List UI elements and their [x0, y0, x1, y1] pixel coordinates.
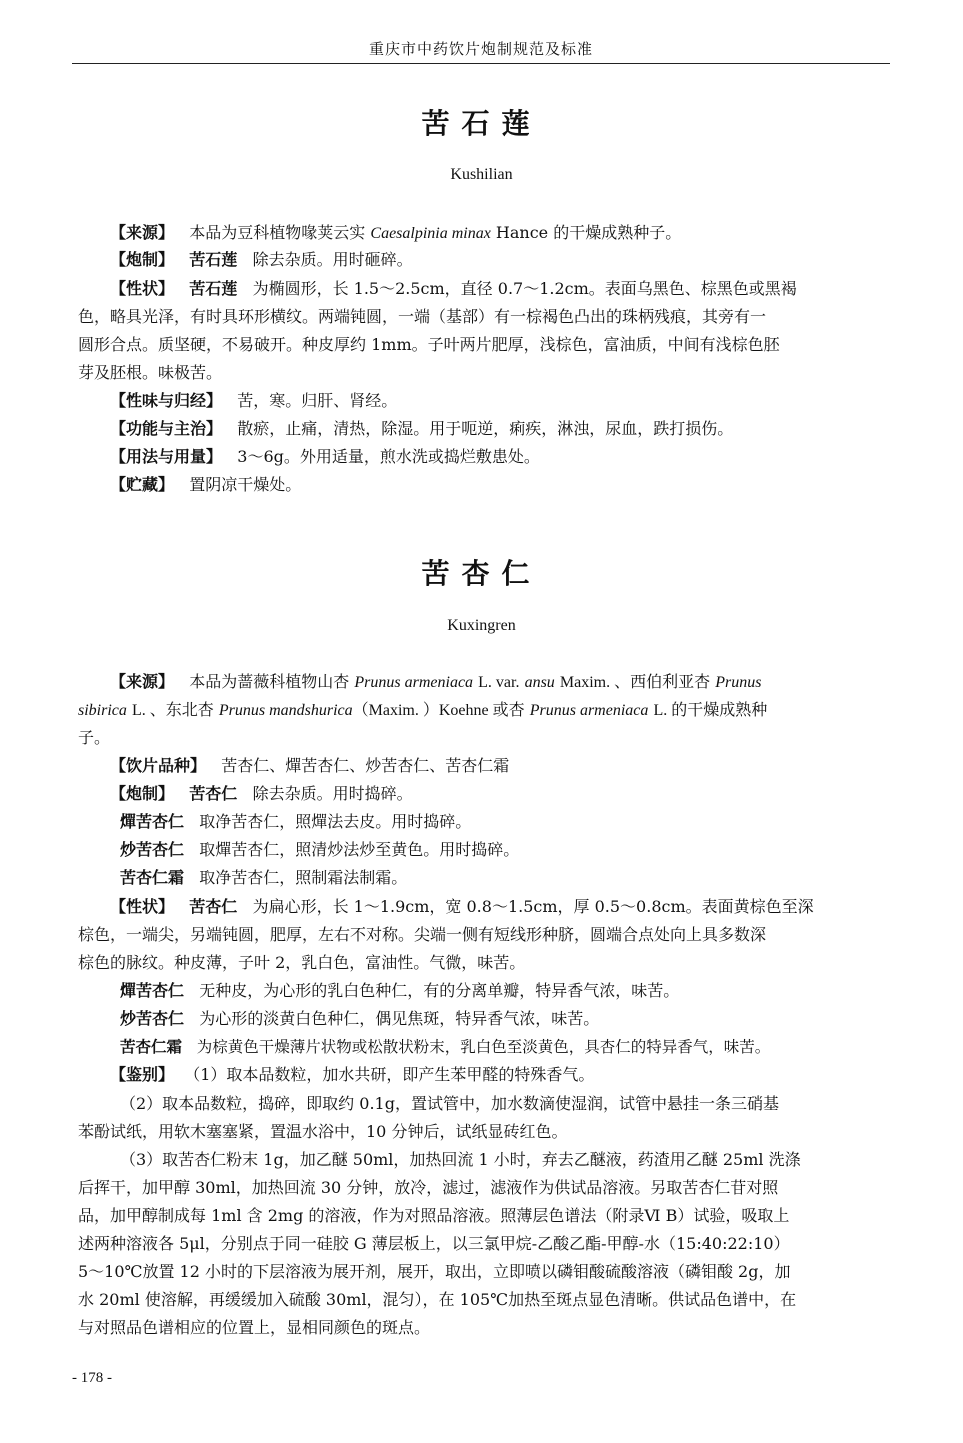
processing-line: [78, 836, 890, 864]
processing-text: 取净苦杏仁，照燀法去皮。用时捣碎。: [199, 812, 472, 831]
characteristics-item: 炒苦杏仁: [120, 1009, 185, 1028]
source-text: L. 、东北杏: [131, 702, 214, 719]
processing-label: 【炮制】: [110, 784, 175, 803]
latin-name: sibirica: [78, 702, 127, 719]
characteristics-label: 【性状】: [110, 279, 175, 298]
identification-text: （3）取苦杏仁粉末 1g，加乙醚 50ml，加热回流 1 小时，弃去乙醚液，药渣用乙醚 25ml 洗涤: [120, 1150, 801, 1169]
processing-item: 苦石莲: [189, 250, 238, 269]
usage-text: 3～6g。外用适量，煎水洗或捣烂敷患处。: [237, 447, 540, 466]
processing-line: [78, 780, 890, 808]
latin-name: ansu: [524, 674, 555, 691]
source-line: [78, 219, 890, 247]
identification-line: [78, 1146, 890, 1174]
function-text: 散瘀，止痛，清热，除湿。用于呃逆，痢疾，淋浊，尿血，跌打损伤。: [237, 419, 734, 438]
processing-item: 苦杏仁霜: [120, 868, 185, 887]
source-text: L. var.: [478, 674, 520, 691]
latin-name: Prunus armeniaca: [529, 702, 649, 719]
processing-item: 苦杏仁: [189, 784, 238, 803]
source-text: Hance 的干燥成熟种子。: [495, 223, 682, 242]
latin-name: Prunus mandshurica: [218, 702, 353, 719]
identification-label: 【鉴别】: [110, 1065, 175, 1084]
usage-line: [78, 443, 890, 471]
latin-name: Caesalpinia minax: [370, 225, 491, 242]
storage-text: 置阴凉干燥处。: [189, 475, 302, 494]
nature-taste-text: 苦，寒。归肝、肾经。: [237, 391, 398, 410]
page-number: - 178 -: [72, 1370, 112, 1386]
source-line: 子。: [78, 728, 111, 747]
function-line: [78, 415, 890, 443]
characteristics-text: 为心形的淡黄白色种仁，偶见焦斑，特异香气浓，味苦。: [199, 1009, 600, 1028]
latin-name: Prunus: [715, 674, 762, 691]
running-header: 重庆市中药饮片炮制规范及标准: [368, 40, 593, 58]
characteristics-line: [78, 1005, 890, 1033]
variety-text: 苦杏仁、燀苦杏仁、炒苦杏仁、苦杏仁霜: [221, 756, 510, 775]
source-text: 本品为豆科植物喙荚云实: [189, 223, 366, 242]
source-label: 【来源】: [110, 672, 175, 691]
processing-text: 除去杂质。用时捣碎。: [252, 784, 413, 803]
identification-text: （2）取本品数粒，捣碎，即取约 0.1g，置试管中，加水数滴使湿润，试管中悬挂一条三硝基: [120, 1094, 779, 1113]
function-label: 【功能与主治】: [110, 419, 223, 438]
characteristics-line: 棕色的脉纹。种皮薄，子叶 2，乳白色，富油性。气微，味苦。: [78, 953, 526, 972]
identification-line: 后挥干，加甲醇 30ml，加热回流 30 分钟，放冷，滤过，滤液作为供试品溶液。另取苦杏仁苷对照: [78, 1178, 779, 1197]
source-line: [78, 696, 890, 724]
processing-label: 【炮制】: [110, 250, 175, 269]
source-text: 本品为蔷薇科植物山杏: [189, 672, 350, 691]
characteristics-line: [78, 1033, 890, 1061]
characteristics-line: 芽及胚根。味极苦。: [78, 363, 223, 382]
storage-label: 【贮藏】: [110, 475, 175, 494]
latin-name: Prunus armeniaca: [354, 674, 474, 691]
characteristics-line: [78, 893, 890, 921]
characteristics-text: 为扁心形，长 1～1.9cm，宽 0.8～1.5cm，厚 0.5～0.8cm。表面黄棕色至深: [252, 897, 814, 916]
identification-line: 与对照品色谱相应的位置上，显相同颜色的斑点。: [78, 1318, 431, 1337]
source-line: [78, 668, 890, 696]
identification-line: 品，加甲醇制成每 1ml 含 2mg 的溶液，作为对照品溶液。照薄层色谱法（附录Ⅵ B）试验，吸取上: [78, 1206, 790, 1225]
monograph-title-kushilian: 苦石莲: [421, 107, 542, 140]
characteristics-text: 为棕黄色干燥薄片状物或松散状粉末，乳白色至淡黄色，具杏仁的特异香气，味苦。: [196, 1038, 771, 1056]
nature-taste-label: 【性味与归经】: [110, 391, 223, 410]
identification-line: 述两种溶液各 5μl，分别点于同一硅胶 G 薄层板上，以三氯甲烷-乙酸乙酯-甲醇-水（15:40:22:10）: [78, 1234, 790, 1253]
source-label: 【来源】: [110, 223, 175, 242]
identification-line: [78, 1061, 890, 1089]
identification-line: 水 20ml 使溶解，再缓缓加入硫酸 30ml，混匀），在 105℃加热至斑点显色清晰。供试品色谱中，在: [78, 1290, 797, 1309]
identification-line: 苯酚试纸，用软木塞塞紧，置温水浴中，10 分钟后，试纸显砖红色。: [78, 1122, 568, 1141]
processing-item: 炒苦杏仁: [120, 840, 185, 859]
identification-line: 5～10℃放置 12 小时的下层溶液为展开剂，展开，取出，立即喷以磷钼酸硫酸溶液（磷钼酸 2g，加: [78, 1262, 791, 1281]
source-text: L. 的干燥成熟种: [653, 702, 768, 719]
processing-line: [78, 864, 890, 892]
processing-text: 取净苦杏仁，照制霜法制霜。: [199, 868, 408, 887]
variety-label: 【饮片品种】: [110, 756, 207, 775]
characteristics-line: [78, 275, 890, 303]
processing-line: [78, 246, 890, 274]
identification-line: [78, 1090, 890, 1118]
processing-text: 除去杂质。用时砸碎。: [252, 250, 413, 269]
processing-text: 取燀苦杏仁，照清炒法炒至黄色。用时捣碎。: [199, 840, 520, 859]
characteristics-line: 棕色，一端尖，另端钝圆，肥厚，左右不对称。尖端一侧有短线形种脐，圆端合点处向上具多数深: [78, 925, 767, 944]
storage-line: [78, 471, 890, 499]
characteristics-item: 苦杏仁: [189, 897, 238, 916]
characteristics-line: 色，略具光泽，有时具环形横纹。两端钝圆，一端（基部）有一棕褐色凸出的珠柄残痕，其旁有一: [78, 307, 767, 326]
nature-taste-line: [78, 387, 890, 415]
characteristics-item: 燀苦杏仁: [120, 981, 185, 1000]
source-text: （Maxim. ）Koehne 或杏: [352, 702, 525, 719]
variety-line: [78, 752, 890, 780]
identification-text: （1）取本品数粒，加水共研，即产生苯甲醛的特殊香气。: [184, 1065, 595, 1084]
characteristics-item: 苦石莲: [189, 279, 238, 298]
characteristics-label: 【性状】: [110, 897, 175, 916]
header-rule: [72, 63, 890, 64]
characteristics-item: 苦杏仁霜: [120, 1038, 183, 1056]
source-text: Maxim. 、西伯利亚杏: [559, 674, 711, 691]
usage-label: 【用法与用量】: [110, 447, 223, 466]
processing-item: 燀苦杏仁: [120, 812, 185, 831]
monograph-title-kuxingren: 苦杏仁: [421, 557, 542, 590]
characteristics-line: 圆形合点。质坚硬，不易破开。种皮厚约 1mm。子叶两片肥厚，浅棕色，富油质，中间有浅棕色胚: [78, 335, 780, 354]
monograph-pinyin-kushilian: Kushilian: [450, 166, 513, 183]
processing-line: [78, 808, 890, 836]
characteristics-line: [78, 977, 890, 1005]
characteristics-text: 为椭圆形，长 1.5～2.5cm，直径 0.7～1.2cm。表面乌黑色、棕黑色或黑褐: [252, 279, 797, 298]
monograph-pinyin-kuxingren: Kuxingren: [447, 617, 516, 634]
characteristics-text: 无种皮，为心形的乳白色种仁，有的分离单瓣，特异香气浓，味苦。: [199, 981, 680, 1000]
